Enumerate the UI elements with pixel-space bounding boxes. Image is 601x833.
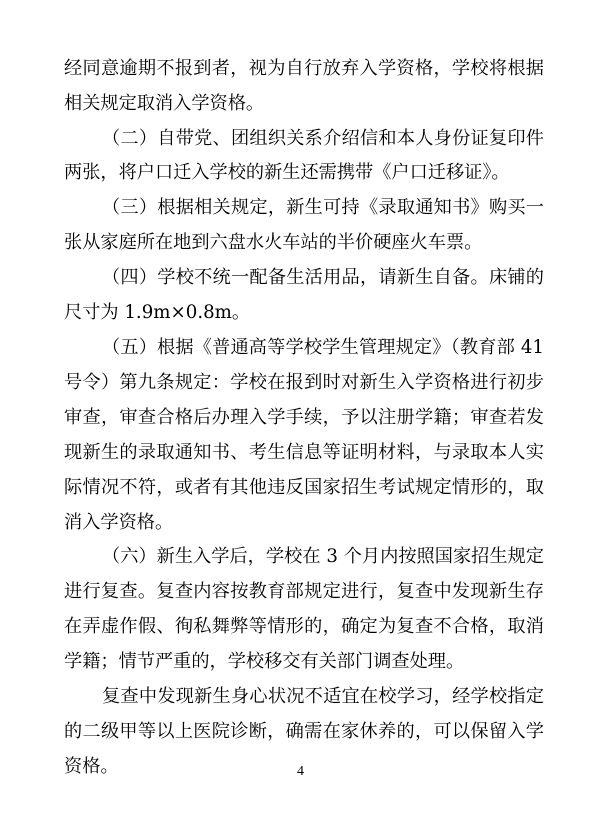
text-line: 经同意逾期不报到者，视为自行放弃入学资格，学校将根据 [64, 58, 544, 79]
text-line: 消入学资格。 [64, 512, 174, 533]
paragraph-first-line: （五）根据《普通高等学校学生管理规定》（教育部 41 [102, 337, 544, 358]
text-line: 两张，将户口迁入学校的新生还需携带《户口迁移证》。 [64, 162, 510, 183]
paragraph-first-line: （二）自带党、团组织关系介绍信和本人身份证复印件 [102, 128, 544, 149]
text-line: 学籍；情节严重的，学校移交有关部门调查处理。 [64, 651, 465, 672]
text-line: 的二级甲等以上医院诊断，确需在家休养的，可以保留入学 [64, 721, 544, 742]
text-line: 现新生的录取通知书、考生信息等证明材料，与录取本人实 [64, 442, 544, 463]
paragraph-first-line: （三）根据相关规定，新生可持《录取通知书》购买一 [102, 197, 544, 218]
text-line: 张从家庭所在地到六盘水火车站的半价硬座火车票。 [64, 232, 483, 253]
text-line: 尺寸为 1.9m×0.8m。 [64, 302, 251, 323]
text-line: 审查，审查合格后办理入学手续，予以注册学籍；审查若发 [64, 407, 544, 428]
text-line: 际情况不符，或者有其他违反国家招生考试规定情形的，取 [64, 477, 544, 498]
text-line: 进行复查。复查内容按教育部规定进行，复查中发现新生存 [64, 581, 544, 602]
page-number: 4 [297, 764, 304, 779]
text-line: 号令）第九条规定：学校在报到时对新生入学资格进行初步 [64, 372, 544, 393]
text-line: 在弄虚作假、徇私舞弊等情形的，确定为复查不合格，取消 [64, 616, 544, 637]
text-line: 相关规定取消入学资格。 [64, 93, 265, 114]
text-line: 资格。 [64, 756, 119, 777]
paragraph-first-line: 复查中发现新生身心状况不适宜在校学习，经学校指定 [102, 686, 544, 707]
paragraph-first-line: （四）学校不统一配备生活用品，请新生自备。床铺的 [102, 267, 544, 288]
paragraph-first-line: （六）新生入学后，学校在 3 个月内按照国家招生规定 [102, 546, 544, 567]
